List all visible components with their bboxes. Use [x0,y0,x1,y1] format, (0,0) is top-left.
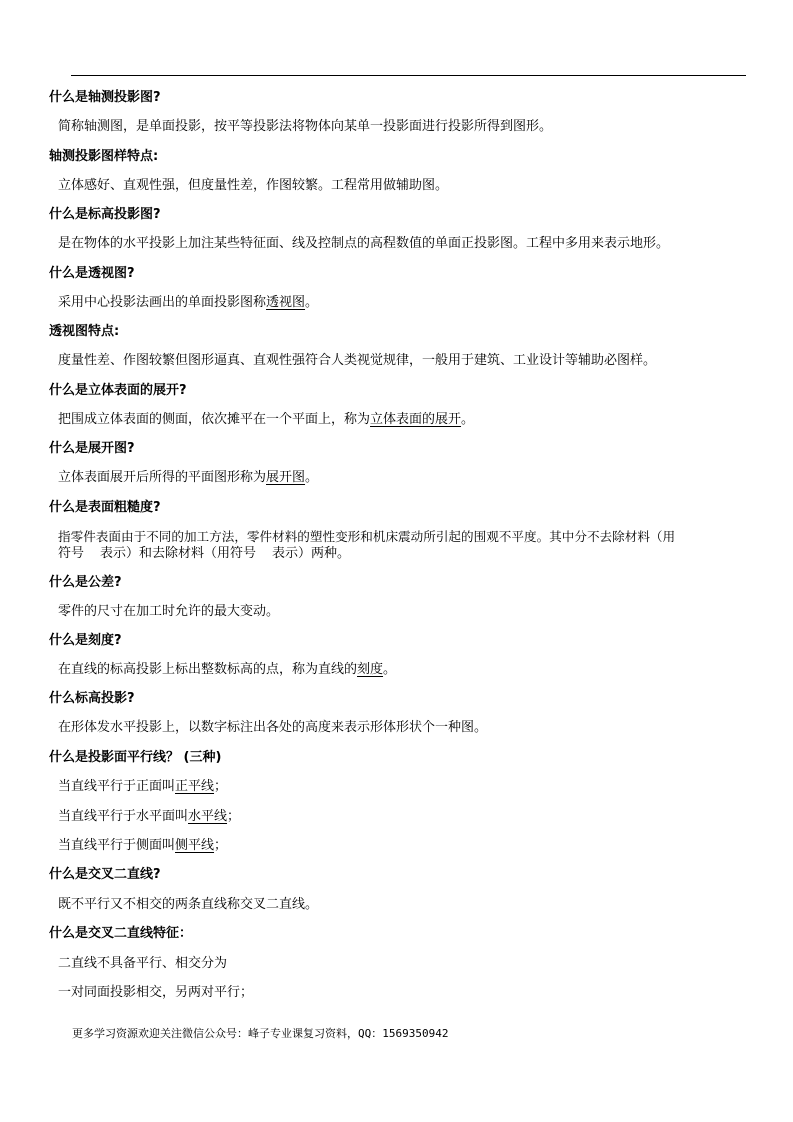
answer-text-post: ； [214,838,228,853]
answer-text-pre: 把围成立体表面的侧面，依次摊平在一个平面上，称为 [58,412,371,427]
defined-term: 刻度 [357,662,384,677]
question-heading: 什么标高投影? [49,691,135,706]
answer-text-post: 。 [383,662,397,677]
question-heading: 什么是轴测投影图? [49,90,161,105]
answer-text [58,837,227,855]
defined-term: 正平线 [175,779,215,794]
answer-text-pre: 在直线的标高投影上标出整数标高的点，称为直线的 [58,662,358,677]
defined-term: 透视图 [266,295,306,310]
answer-text: 是在物体的水平投影上加注某些特征面、线及控制点的高程数值的单面正投影图。工程中多用来表示地形。 [58,236,670,251]
question-heading: 透视图特点: [49,324,120,339]
question-heading: 什么是透视图? [49,266,135,281]
defined-term: 侧平线 [175,838,215,853]
answer-text: 立体感好、直观性强，但度量性差，作图较繁。工程常用做辅助图。 [58,178,449,193]
answer-text: 零件的尺寸在加工时允许的最大变动。 [58,604,280,619]
answer-text-pre: 当直线平行于侧面叫 [58,838,176,853]
answer-text-pre: 当直线平行于水平面叫 [58,809,189,824]
answer-text-post: ； [227,809,241,824]
question-heading: 什么是交叉二直线? [49,867,161,882]
answer-text: 既不平行又不相交的两条直线称交叉二直线。 [58,897,319,912]
answer-text [58,545,350,563]
defined-term: 水平线 [188,809,228,824]
answer-text [58,808,240,826]
answer-text-part: 表示）和去除材料（用符号 [100,546,257,561]
answer-text: 指零件表面由于不同的加工方法，零件材料的塑性变形和机床震动所引起的围观不平度。其中分不去除材料（用 [58,529,676,544]
answer-text: 二直线不具备平行、相交分为 [58,956,228,971]
question-heading: 什么是标高投影图? [49,207,161,222]
answer-text-pre: 当直线平行于正面叫 [58,779,176,794]
question-heading: 什么是投影面平行线？ (三种) [49,750,222,765]
question-heading: 什么是立体表面的展开? [49,383,187,398]
question-heading: 什么是公差? [49,575,122,590]
answer-text [58,661,396,679]
answer-text-post: 。 [461,412,475,427]
question-heading: 什么是展开图? [49,441,135,456]
header-rule [71,75,746,76]
answer-text-post: 。 [305,295,319,310]
answer-text-post: ； [214,779,228,794]
answer-text: 度量性差、作图较繁但图形逼真、直观性强符合人类视觉规律，一般用于建筑、工业设计等辅助必图样。 [58,353,657,368]
answer-text-part: 符号 [58,546,85,561]
defined-term: 展开图 [266,470,306,485]
answer-text-pre: 立体表面展开后所得的平面图形称为 [58,470,267,485]
question-heading: 什么是刻度? [49,633,122,648]
footer-note: 更多学习资源欢迎关注微信公众号：峰子专业课复习资料，QQ：1569350942 [72,1027,449,1040]
answer-text-part: 表示）两种。 [272,546,351,561]
answer-text [58,411,474,429]
answer-text-pre: 采用中心投影法画出的单面投影图称 [58,295,267,310]
answer-text: 一对同面投影相交，另两对平行； [58,985,254,1000]
answer-text: 简称轴测图，是单面投影，按平等投影法将物体向某单一投影面进行投影所得到图形。 [58,119,553,134]
question-heading: 什么是交叉二直线特征： [49,926,193,941]
answer-text-post: 。 [305,470,319,485]
answer-text [58,469,318,487]
question-heading: 什么是表面粗糙度? [49,500,161,515]
answer-text [58,778,227,796]
defined-term: 立体表面的展开 [370,412,462,427]
answer-text: 在形体发水平投影上，以数字标注出各处的高度来表示形体形状个一种图。 [58,720,488,735]
question-heading: 轴测投影图样特点: [49,149,159,164]
answer-text [58,294,318,312]
